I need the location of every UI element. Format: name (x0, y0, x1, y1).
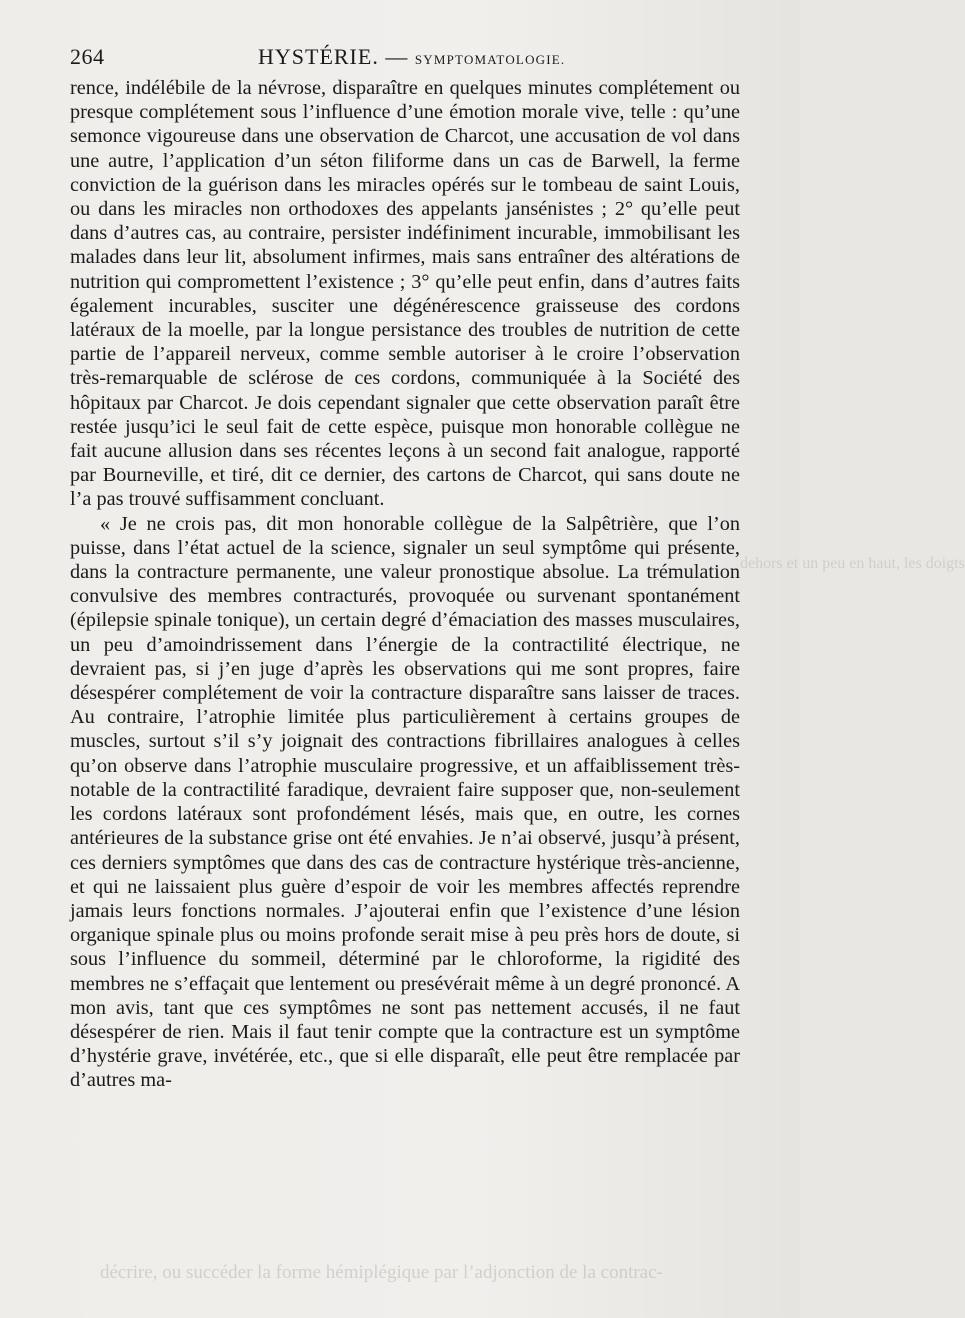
paragraph-continued: rence, indélébile de la névrose, disparaître en quelques minutes complétement ou presque complétement sous l’influence d’une émotion morale vive, telle : qu’une semonce vigoureuse dans une observation de Charcot, une accusation de vol dans une autre, l’application d’un séton filiforme dans un cas de Barwell, la ferme conviction de la guérison dans les miracles opérés sur le tombeau de saint Louis, ou dans les miracles non orthodoxes des appelants jansénistes ; 2° qu’elle peut dans d’autres cas, au contraire, persister indéfiniment incurable, immobilisant les malades dans leur lit, absolument infirmes, mais sans entraîner des altérations de nutrition qui compromettent l’existence ; 3° qu’elle peut enfin, dans d’autres faits également incurables, susciter une dégénérescence graisseuse des cordons latéraux de la moelle, par la longue persistance des troubles de nutrition de cette partie de l’appareil nerveux, comme semble autoriser à le croire l’observation très-remarquable de sclérose de ces cordons, communiquée à la Société des hôpitaux par Charcot. Je dois cependant signaler que cette observation paraît être restée jusqu’ici le seul fait de cette espèce, puisque mon honorable collègue ne fait aucune allusion dans ses récentes leçons à un second fait analogue, rapporté par Bourneville, et tiré, dit ce dernier, des cartons de Charcot, qui sans doute ne l’a pas trouvé suffisamment concluant. (70, 77, 740, 511)
show-through-bottom-text: décrire, ou succéder la forme hémiplégique par l’adjonction de la contrac- (100, 1262, 663, 1283)
running-head-subtitle: SYMPTOMATOLOGIE. (414, 52, 566, 67)
running-head (258, 44, 565, 70)
page-number: 264 (70, 44, 105, 69)
page-header (70, 44, 742, 76)
show-through-margin-text: dehors et un peu en haut, les doigts (740, 555, 965, 572)
body-text (70, 76, 740, 1093)
running-head-title: HYSTÉRIE. (258, 44, 379, 69)
running-head-separator: — (385, 44, 409, 69)
paragraph-quotation: « Je ne crois pas, dit mon honorable collègue de la Salpêtrière, que l’on puisse, dans l’état actuel de la science, signaler un seul symptôme qui présente, dans la contracture permanente, une valeur pronostique absolue. La trémulation convulsive des membres contracturés, provoquée ou survenant spontanément (épilepsie spinale tonique), un certain degré d’émaciation des masses musculaires, un peu d’amoindrissement dans l’énergie de la contractilité électrique, ne devraient pas, si j’en juge d’après les observations qui me sont propres, faire désespérer complétement de voir la contracture disparaître sans laisser de traces. Au contraire, l’atrophie limitée plus particulièrement à certains groupes de muscles, surtout s’il s’y joignait des contractions fibrillaires analogues à celles qu’on observe dans l’atrophie musculaire progressive, et un affaiblissement très-notable de la contractilité faradique, devraient faire supposer que, non-seulement les cordons latéraux sont profondément lésés, mais que, en outre, les cornes antérieures de la substance grise ont été envahies. Je n’ai observé, jusqu’à présent, ces derniers symptômes que dans des cas de contracture hystérique très-ancienne, et qui ne laissaient plus guère d’espoir de voir les membres affectés reprendre jamais leurs fonctions normales. J’ajouterai enfin que l’existence d’une lésion organique spinale plus ou moins profonde serait mise à peu près hors de doute, si sous l’influence du sommeil, déterminé par le chloroforme, la rigidité des membres ne s’effaçait que lentement ou presévérait même à un degré prononcé. A mon avis, tant que ces symptômes ne sont pas nettement accusés, il ne faut désespérer de rien. Mais il faut tenir compte que la contracture est un symptôme d’hystérie grave, invétérée, etc., que si elle disparaît, elle peut être remplacée par d’autres ma- (70, 512, 740, 1092)
